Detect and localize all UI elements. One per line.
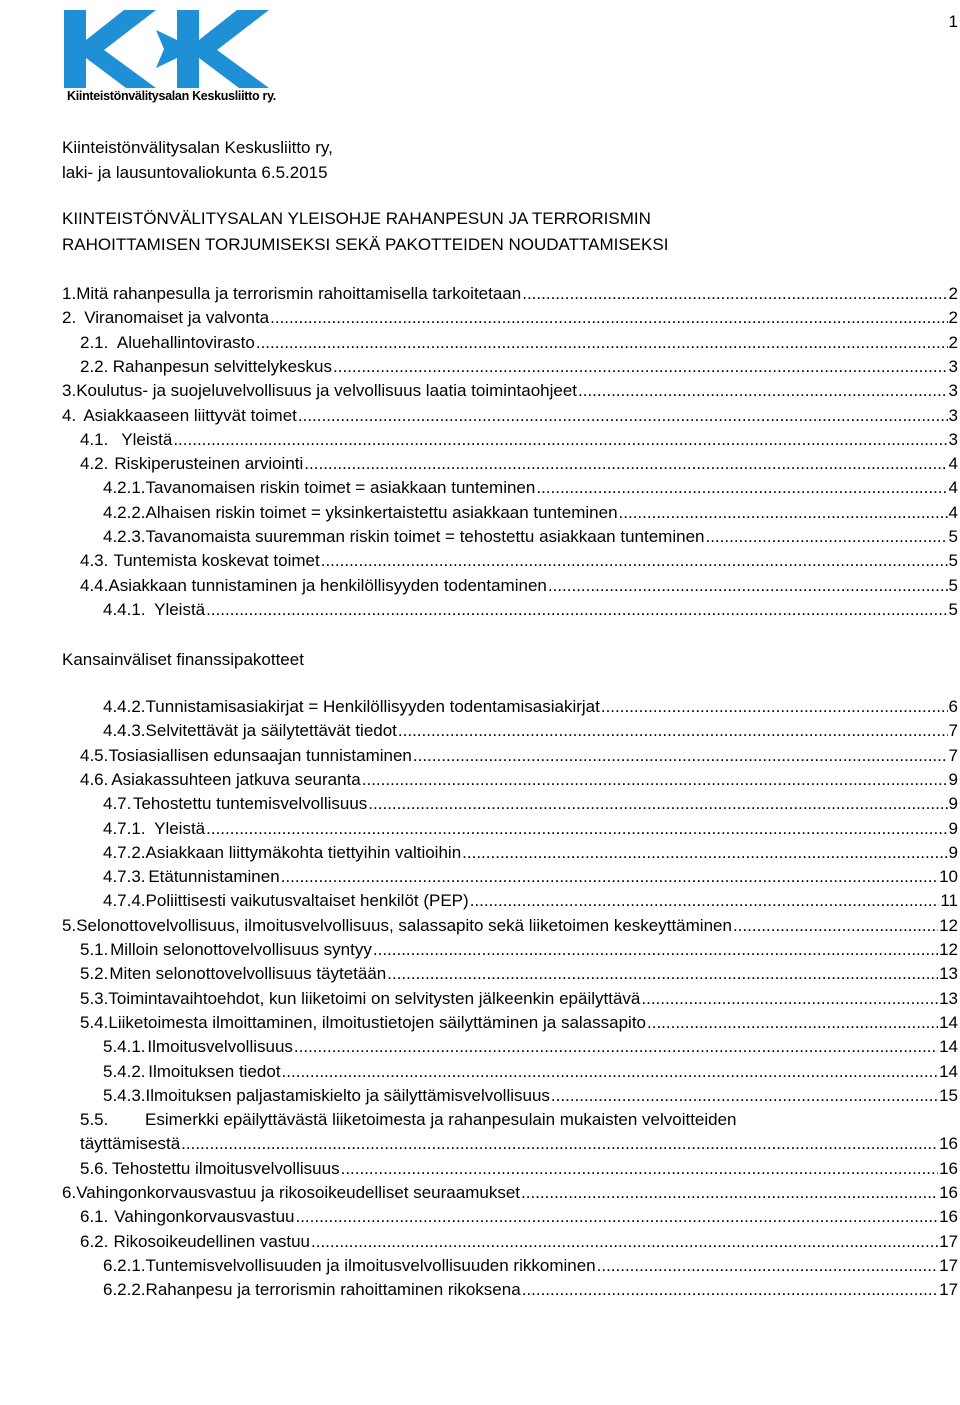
toc-dot-leader [368,794,947,814]
toc-entry-number: 4.6. [80,769,109,789]
toc-entry[interactable] [62,1183,958,1207]
toc-entry-page: 17 [939,1280,958,1300]
toc-entry-page: 14 [939,1061,958,1081]
toc-dot-leader [295,1207,938,1227]
toc-dot-leader [387,964,938,984]
toc-dot-leader [311,1232,938,1252]
toc-entry-number: 4.2.3. [103,527,146,546]
toc-entry-page: 16 [939,1158,958,1178]
toc-dot-leader [705,527,947,547]
toc-entry-page: 7 [948,721,958,741]
org-line-2: laki- ja lausuntovaliokunta 6.5.2015 [62,163,328,182]
toc-entry-label: Koulutus- ja suojeluvelvollisuus ja velvollisuus laatia toimintaohjeet [76,381,578,401]
toc-dot-leader [321,551,948,571]
toc-entry[interactable] [62,308,958,332]
toc-entry-label: Tavanomaista suuremman riskin toimet = tehostettu asiakkaan tunteminen [145,527,705,546]
toc-dot-leader [341,1159,938,1179]
toc-entry-label: Vahingonkorvausvastuu [114,1207,295,1227]
toc-entry-number: 6.1. [80,1207,109,1227]
org-line-1: Kiinteistönvälitysalan Keskusliitto ry, [62,138,333,157]
page-number: 1 [948,12,958,31]
toc-entry-label: Miten selonottovelvollisuus täytetään [109,964,387,984]
toc-entry-number: 4.2.1. [103,478,146,498]
toc-dot-leader [578,381,948,401]
toc-entry[interactable] [80,1232,958,1256]
toc-dot-leader [548,576,948,596]
toc-entry-label: Rahanpesun selvittelykeskus [112,356,333,376]
toc-entry-page: 12 [939,915,958,935]
toc-entry-page: 5 [948,599,958,619]
toc-entry-label: Poliittisesti vaikutusvaltaiset henkilöt (PEP) [145,891,469,911]
toc-entry-label: Toimintavaihtoehdot, kun liiketoimi on selvitysten jälkeenkin epäilyttävä [108,988,641,1008]
toc-entry-label: Mitä rahanpesulla ja terrorismin rahoittamisella tarkoitetaan [76,284,522,303]
toc-entry-label: Selvitettävät ja säilytettävät tiedot [145,721,397,741]
toc-entry[interactable] [103,1037,958,1061]
toc-entry-page: 14 [939,1037,958,1057]
toc-dot-leader [536,478,947,498]
toc-entry-number: 6.2.2. [103,1280,146,1300]
toc-dot-leader [522,1280,938,1300]
toc-dot-leader [362,770,948,790]
toc-entry[interactable] [62,284,958,308]
toc-entry-page: 17 [939,1231,958,1251]
toc-entry-label: Asiakassuhteen jatkuva seuranta [111,769,361,789]
toc-entry[interactable] [103,819,958,843]
section-heading: Kansainväliset finanssipakotteet [62,650,304,669]
toc-entry-page: 3 [948,356,958,376]
toc-entry-number: 4.4. [80,575,109,595]
toc-entry-label: Yleistä [154,818,206,838]
toc-entry[interactable] [80,1013,958,1037]
toc-dot-leader [333,357,948,377]
toc-entry-page: 9 [948,842,958,862]
toc-entry-label: Ilmoituksen tiedot [148,1061,281,1081]
toc-entry[interactable] [103,867,958,891]
toc-entry[interactable] [80,1207,958,1231]
toc-entry-number: 4.7. [103,794,132,814]
toc-entry[interactable] [80,333,958,357]
toc-entry-page: 3 [948,405,958,425]
toc-entry-number: 5.2. [80,964,109,984]
toc-entry-number: 4.5. [80,745,109,765]
toc-dot-leader [281,867,938,887]
toc-entry-number: 4.2. [80,454,109,474]
toc-entry-number: 5.6. [80,1158,109,1178]
toc-entry-number: 4.4.3. [103,721,146,741]
toc-entry-label: Viranomaiset ja valvonta [84,308,270,328]
toc-dot-leader [398,721,948,741]
toc-entry-label: Rahanpesu ja terrorismin rahoittaminen rikoksena [145,1280,521,1300]
toc-dot-leader [256,333,948,353]
toc-dot-leader [270,308,947,328]
toc-entry-page: 4 [948,502,958,522]
toc-entry-number: 4.4.1. [103,599,146,619]
toc-entry-number: 4.7.1. [103,818,146,838]
toc-entry[interactable] [80,357,958,381]
toc-dot-leader [294,1037,938,1057]
toc-entry[interactable] [103,1256,958,1280]
toc-dot-leader [647,1013,938,1033]
toc-entry-label: Liiketoimesta ilmoittaminen, ilmoitustietojen säilyttäminen ja salassapito [108,1012,646,1032]
toc-entry-page: 5 [948,575,958,595]
toc-entry-number: 2. [62,308,77,328]
toc-entry[interactable] [103,1062,958,1086]
toc-entry-label-continued: täyttämisestä [80,1134,181,1154]
toc-entry[interactable] [80,1159,958,1183]
toc-dot-leader [298,406,948,426]
toc-entry-page: 2 [948,332,958,352]
toc-entry[interactable] [103,794,958,818]
toc-entry-label: Ilmoitusvelvollisuus [147,1037,293,1057]
toc-entry-label: Vahingonkorvausvastuu ja rikosoikeudelliset seuraamukset [76,1183,521,1202]
toc-dot-leader [181,1134,938,1154]
toc-entry[interactable] [80,770,958,794]
toc-entry[interactable] [62,916,958,940]
title-line-1: KIINTEISTÖNVÄLITYSALAN YLEISOHJE RAHANPESUN JA TERRORISMIN [62,209,651,228]
toc-entry-label: Tehostettu ilmoitusvelvollisuus [111,1158,340,1178]
toc-entry-page: 15 [939,1085,958,1105]
toc-entry-number: 6. [62,1183,77,1202]
toc-entry[interactable] [103,600,958,624]
toc-entry-label: Tunnistamisasiakirjat = Henkilöllisyyden todentamisasiakirjat [145,697,600,716]
toc-entry-page: 13 [939,988,958,1008]
toc-entry-page: 17 [939,1255,958,1275]
toc-entry-page: 4 [948,454,958,474]
toc-dot-leader [206,819,947,839]
toc-entry-page: 16 [939,1207,958,1227]
toc-entry-label: Tuntemista koskevat toimet [113,551,320,571]
toc-dot-leader [522,284,947,304]
toc-dot-leader [373,940,938,960]
toc-entry[interactable] [62,406,958,430]
toc-entry-page: 2 [948,284,958,303]
toc-entry-label: Asiakkaaseen liittyvät toimet [83,405,297,425]
toc-entry-label: Aluehallintovirasto [116,332,255,352]
toc-entry-page: 10 [939,867,958,887]
toc-entry[interactable] [103,1086,958,1110]
toc-dot-leader [521,1183,938,1203]
toc-entry-number: 5.4.3. [103,1085,146,1105]
toc-entry-label: Milloin selonottovelvollisuus syntyy [110,940,372,959]
toc-entry-number: 5.1. [80,940,109,959]
toc-entry[interactable] [103,1280,958,1304]
toc-entry-page: 6 [948,697,958,716]
toc-entry-page: 4 [948,478,958,498]
toc-entry-page: 13 [939,964,958,984]
toc-entry[interactable] [103,503,958,527]
toc-entry[interactable] [80,964,958,988]
toc-entry[interactable] [80,1110,958,1158]
toc-entry[interactable] [80,454,958,478]
toc-dot-leader [304,454,947,474]
toc-entry-page: 3 [948,381,958,401]
logo-text: Kiinteistönvälitysalan Keskusliitto ry. [67,89,276,103]
toc-entry-page: 5 [948,527,958,546]
toc-dot-leader [551,1086,938,1106]
toc-dot-leader [641,989,938,1009]
toc-entry-page: 5 [948,551,958,571]
toc-entry-label: Tavanomaisen riskin toimet = asiakkaan tunteminen [145,478,536,498]
toc-entry-number: 2.1. [80,332,109,352]
title-line-2: RAHOITTAMISEN TORJUMISEKSI SEKÄ PAKOTTEIDEN NOUDATTAMISEKSI [62,235,669,254]
toc-dot-leader [206,600,947,620]
toc-entry-page: 11 [940,891,958,911]
toc-entry-page: 9 [948,794,958,814]
toc-entry[interactable] [103,527,958,551]
toc-entry-label: Yleistä [154,599,206,619]
toc-entry-number: 6.2.1. [103,1255,146,1275]
toc-entry-page: 2 [948,308,958,328]
toc-entry-number: 6.2. [80,1231,109,1251]
toc-entry[interactable] [80,940,958,964]
toc-entry[interactable] [103,721,958,745]
toc-entry[interactable] [103,697,958,721]
toc-dot-leader [601,697,948,717]
toc-entry-label: Yleistä [121,429,173,449]
toc-entry-page: 7 [948,745,958,765]
toc-entry-number: 3. [62,381,77,401]
toc-entry-number: 4.7.4. [103,891,146,911]
toc-entry-number: 4.7.2. [103,842,146,862]
toc-entry-label: Asiakkaan tunnistaminen ja henkilöllisyyden todentaminen [108,575,547,595]
toc-entry-number: 1. [62,284,77,303]
toc-dot-leader [619,503,948,523]
toc-entry-number: 5.5. [80,1110,109,1130]
toc-entry[interactable] [80,746,958,770]
toc-entry-label: Esimerkki epäilyttävästä liiketoimesta ja rahanpesulain mukaisten velvoitteiden [145,1110,737,1130]
toc-entry-page: 14 [939,1012,958,1032]
toc-entry-label: Alhaisen riskin toimet = yksinkertaistettu asiakkaan tunteminen [145,502,618,522]
toc-entry[interactable] [103,891,958,915]
toc-entry-number: 2.2. [80,356,109,376]
toc-entry-page: 12 [939,940,958,959]
toc-dot-leader [282,1062,939,1082]
toc-entry-number: 5. [62,915,77,935]
toc-entry-label: Tosiasiallisen edunsaajan tunnistaminen [108,745,412,765]
toc-entry-number: 4. [62,405,77,425]
toc-entry[interactable] [80,989,958,1013]
toc-entry-label: Tuntemisvelvollisuuden ja ilmoitusvelvollisuuden rikkominen [145,1255,596,1275]
toc-entry-label: Asiakkaan liittymäkohta tiettyihin valtioihin [145,842,462,862]
toc-entry-number: 5.4.2. [103,1061,146,1081]
toc-dot-leader [470,891,940,911]
toc-entry-number: 5.4.1. [103,1037,146,1057]
toc-entry[interactable] [80,576,958,600]
toc-entry[interactable] [62,381,958,405]
toc-entry-label: Rikosoikeudellinen vastuu [113,1231,311,1251]
toc-entry-label: Etätunnistaminen [148,867,280,887]
toc-entry-page: 16 [939,1183,958,1202]
toc-entry-number: 4.3. [80,551,109,571]
toc-entry-label: Tehostettu tuntemisvelvollisuus [132,794,368,814]
toc-entry-number: 4.4.2. [103,697,146,716]
toc-entry-label: Ilmoituksen paljastamiskielto ja säilyttämisvelvollisuus [145,1085,550,1105]
toc-entry[interactable] [103,843,958,867]
toc-entry-page: 3 [948,429,958,449]
toc-dot-leader [597,1256,938,1276]
toc-dot-leader [733,916,938,936]
toc-entry-page: 16 [939,1134,958,1154]
toc-dot-leader [462,843,947,863]
toc-entry-label: Selonottovelvollisuus, ilmoitusvelvollisuus, salassapito sekä liiketoimen keskeyttäminen [76,915,732,935]
toc-entry[interactable] [80,551,958,575]
toc-entry[interactable] [80,430,958,454]
toc-entry-page: 9 [948,769,958,789]
toc-dot-leader [413,746,948,766]
toc-entry[interactable] [103,478,958,502]
toc-entry-page: 9 [948,818,958,838]
toc-entry-number: 5.3. [80,988,109,1008]
toc-entry-number: 4.7.3. [103,867,146,887]
toc-dot-leader [173,430,947,450]
toc-entry-number: 4.1. [80,429,109,449]
toc-entry-number: 4.2.2. [103,502,146,522]
toc-entry-label: Riskiperusteinen arviointi [114,454,304,474]
toc-entry-number: 5.4. [80,1012,109,1032]
